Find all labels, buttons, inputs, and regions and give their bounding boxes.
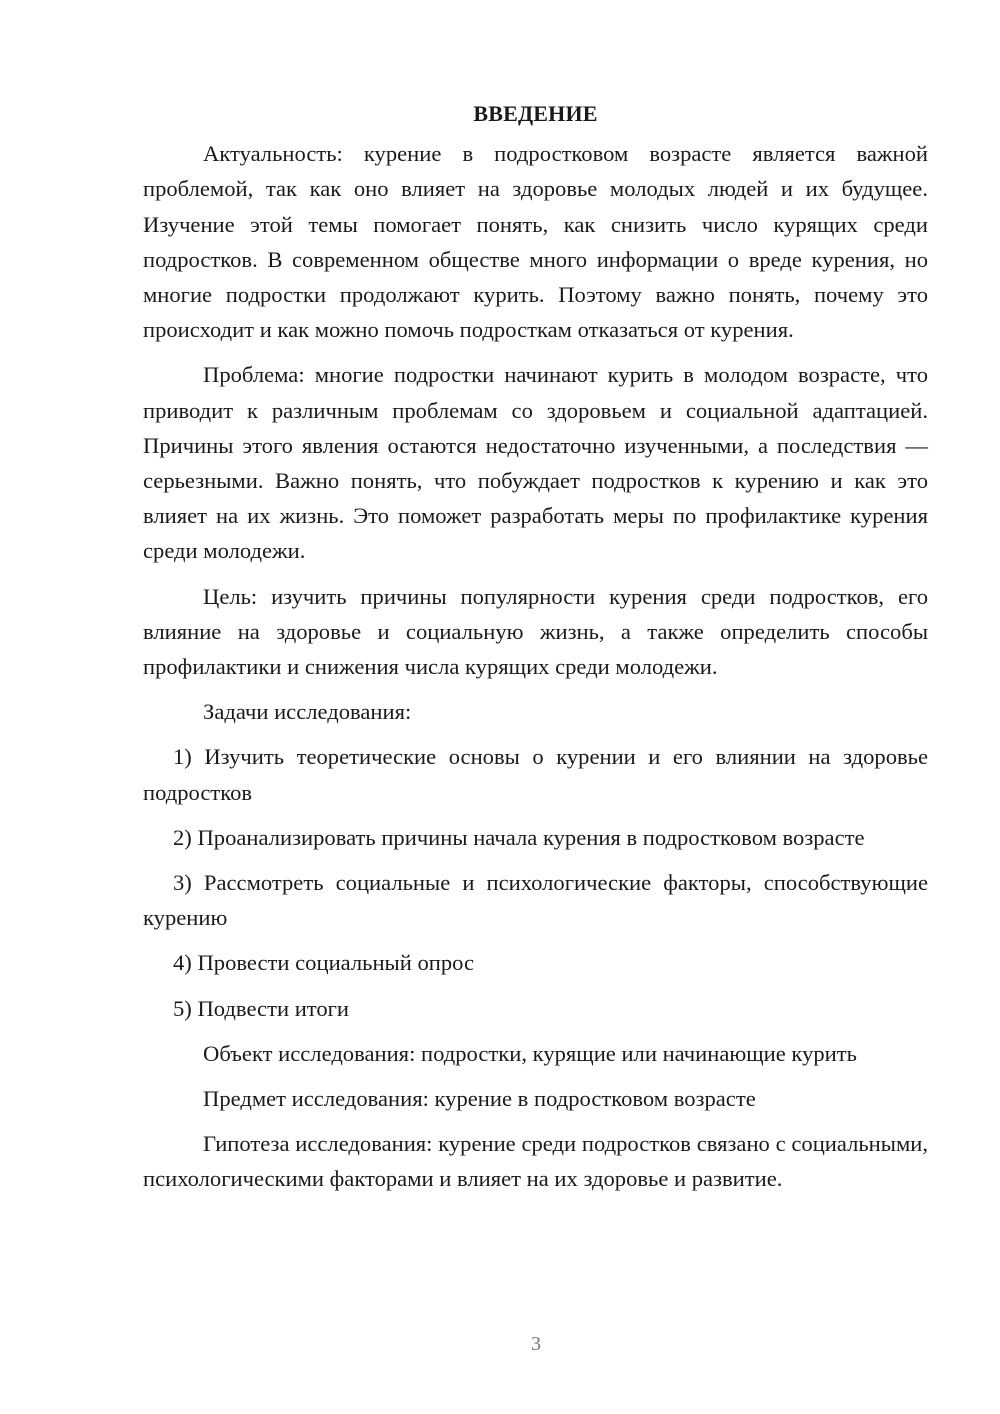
relevance-paragraph: Актуальность: курение в подростковом возрасте является важной проблемой, так как оно влияет на здоровье молодых людей и их будущее. Изучение этой темы помогает понять, как снизить число курящих среди подростков. В современном обществе много информации о вреде курения, но многие подростки продолжают курить. Поэтому важно понять, почему это происходит и как можно помочь подросткам отказаться от курения. bbox=[143, 141, 928, 343]
task-item-1: 1) Изучить теоретические основы о курении и его влиянии на здоровье подростков bbox=[143, 744, 928, 805]
task-item-5: 5) Подвести итоги bbox=[173, 995, 350, 1021]
page-number: 3 bbox=[531, 1333, 541, 1355]
page-title: ВВЕДЕНИЕ bbox=[473, 101, 598, 126]
tasks-heading: Задачи исследования: bbox=[203, 699, 412, 725]
task-item-3: 3) Рассмотреть социальные и психологические факторы, способствующие курению bbox=[143, 870, 928, 931]
subject-paragraph: Предмет исследования: курение в подростковом возрасте bbox=[203, 1086, 756, 1112]
document-page bbox=[143, 96, 928, 1207]
task-item-2: 2) Проанализировать причины начала курения в подростковом возрасте bbox=[173, 824, 865, 850]
object-paragraph: Объект исследования: подростки, курящие или начинающие курить bbox=[203, 1040, 857, 1066]
goal-paragraph: Цель: изучить причины популярности курения среди подростков, его влияние на здоровье и социальную жизнь, а также определить способы профилактики и снижения числа курящих среди молодежи. bbox=[143, 583, 928, 680]
task-item-4: 4) Провести социальный опрос bbox=[173, 950, 475, 976]
problem-paragraph: Проблема: многие подростки начинают курить в молодом возрасте, что приводит к различным проблемам со здоровьем и социальной адаптацией. Причины этого явления остаются недостаточно изученными, а последствия — серьезными. Важно понять, что побуждает подростков к курению и как это влияет на их жизнь. Это поможет разработать меры по профилактике курения среди молодежи. bbox=[143, 362, 928, 564]
hypothesis-paragraph: Гипотеза исследования: курение среди подростков связано с социальными, психологическими факторами и влияет на их здоровье и развитие. bbox=[143, 1131, 928, 1192]
